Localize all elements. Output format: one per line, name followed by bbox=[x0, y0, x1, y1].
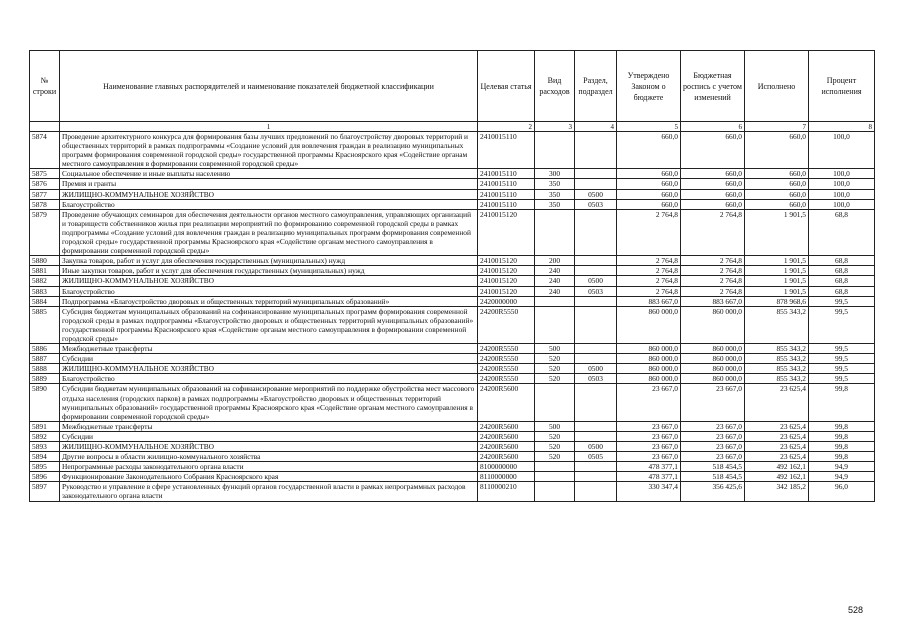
approved-amount-cell: 23 667,0 bbox=[617, 442, 681, 452]
table-row bbox=[30, 384, 875, 421]
row-name-cell: Проведение архитектурного конкурса для формирования базы лучших предложений по благоустройству дворовых территорий и общественных территорий в рамках подпрограммы «Создание условий для вовлечения граждан в реализацию муниципальных программ формирования современной городской среды» государственной программы Красноярского края «Содействие органам местного самоуправления в формировании современной городской среды» bbox=[60, 132, 478, 169]
approved-amount-cell: 2 764,8 bbox=[617, 209, 681, 255]
table-row bbox=[30, 354, 875, 364]
target-article-cell: 2410015120 bbox=[478, 276, 535, 286]
budget-list-amount-cell: 518 454,5 bbox=[681, 462, 745, 472]
executed-amount-cell: 1 901,5 bbox=[745, 256, 809, 266]
expense-type-cell: 350 bbox=[535, 199, 575, 209]
executed-amount-cell: 660,0 bbox=[745, 199, 809, 209]
section-cell: 0500 bbox=[575, 189, 617, 199]
row-number-cell: 5875 bbox=[30, 169, 60, 179]
percent-cell: 100,0 bbox=[809, 199, 875, 209]
approved-amount-cell: 660,0 bbox=[617, 179, 681, 189]
budget-list-amount-cell: 883 667,0 bbox=[681, 296, 745, 306]
expense-type-cell: 300 bbox=[535, 169, 575, 179]
percent-cell: 99,5 bbox=[809, 296, 875, 306]
row-name-cell: Благоустройство bbox=[60, 286, 478, 296]
executed-amount-cell: 23 625,4 bbox=[745, 431, 809, 441]
column-number: 1 bbox=[60, 122, 478, 132]
row-number-cell: 5879 bbox=[30, 209, 60, 255]
approved-amount-cell: 860 000,0 bbox=[617, 344, 681, 354]
executed-amount-cell: 1 901,5 bbox=[745, 266, 809, 276]
approved-amount-cell: 23 667,0 bbox=[617, 384, 681, 421]
row-number-cell: 5895 bbox=[30, 462, 60, 472]
approved-amount-cell: 478 377,1 bbox=[617, 462, 681, 472]
header-budget-list: Бюджетная роспись с учетом изменений bbox=[681, 51, 745, 122]
section-cell bbox=[575, 296, 617, 306]
table-row bbox=[30, 286, 875, 296]
table-row bbox=[30, 344, 875, 354]
row-name-cell: Межбюджетные трансферты bbox=[60, 421, 478, 431]
approved-amount-cell: 2 764,8 bbox=[617, 266, 681, 276]
table-row bbox=[30, 276, 875, 286]
approved-amount-cell: 860 000,0 bbox=[617, 354, 681, 364]
page-number: 528 bbox=[847, 605, 863, 615]
expense-type-cell: 520 bbox=[535, 364, 575, 374]
table-row bbox=[30, 209, 875, 255]
table-row bbox=[30, 296, 875, 306]
table-row bbox=[30, 442, 875, 452]
executed-amount-cell: 660,0 bbox=[745, 189, 809, 199]
row-number-cell: 5883 bbox=[30, 286, 60, 296]
expense-type-cell bbox=[535, 482, 575, 501]
approved-amount-cell: 2 764,8 bbox=[617, 286, 681, 296]
expense-type-cell bbox=[535, 472, 575, 482]
target-article-cell: 24200R5550 bbox=[478, 306, 535, 343]
percent-cell: 99,5 bbox=[809, 306, 875, 343]
expense-type-cell: 520 bbox=[535, 452, 575, 462]
table-row bbox=[30, 132, 875, 169]
target-article-cell: 2420000000 bbox=[478, 296, 535, 306]
executed-amount-cell: 660,0 bbox=[745, 179, 809, 189]
approved-amount-cell: 660,0 bbox=[617, 169, 681, 179]
target-article-cell: 24200R5550 bbox=[478, 364, 535, 374]
row-number-cell: 5881 bbox=[30, 266, 60, 276]
section-cell bbox=[575, 169, 617, 179]
row-number-cell: 5887 bbox=[30, 354, 60, 364]
row-name-cell: Субсидии бюджетам муниципальных образований на софинансирование мероприятий по поддержке обустройства мест массового отдыха населения (городских парков) в рамках подпрограммы «Благоустройство дворовых и общественных территорий муниципальных образований» государственной программы Красноярского края «Содействие органам местного самоуправления в формировании современной городской среды» bbox=[60, 384, 478, 421]
expense-type-cell bbox=[535, 462, 575, 472]
table-row bbox=[30, 306, 875, 343]
approved-amount-cell: 660,0 bbox=[617, 199, 681, 209]
percent-cell: 100,0 bbox=[809, 179, 875, 189]
budget-list-amount-cell: 860 000,0 bbox=[681, 364, 745, 374]
approved-amount-cell: 23 667,0 bbox=[617, 452, 681, 462]
section-cell bbox=[575, 421, 617, 431]
row-name-cell: Субсидия бюджетам муниципальных образований на софинансирование муниципальных программ формирования современной городской среды в рамках подпрограммы «Благоустройство дворовых и общественных территорий муниципальных образований» государственной программы Красноярского края «Содействие органам местного самоуправления в формировании современной городской среды» bbox=[60, 306, 478, 343]
approved-amount-cell: 883 667,0 bbox=[617, 296, 681, 306]
section-cell bbox=[575, 462, 617, 472]
header-expense-type: Вид расходов bbox=[535, 51, 575, 122]
header-name: Наименование главных распорядителей и наименование показателей бюджетной классификации bbox=[60, 51, 478, 122]
row-number-cell: 5897 bbox=[30, 482, 60, 501]
percent-cell: 68,8 bbox=[809, 209, 875, 255]
header-target-article: Целевая статья bbox=[478, 51, 535, 122]
table-row bbox=[30, 189, 875, 199]
section-cell: 0500 bbox=[575, 276, 617, 286]
executed-amount-cell: 855 343,2 bbox=[745, 374, 809, 384]
budget-list-amount-cell: 2 764,8 bbox=[681, 286, 745, 296]
row-name-cell: Субсидии bbox=[60, 431, 478, 441]
section-cell: 0500 bbox=[575, 442, 617, 452]
target-article-cell: 2410015110 bbox=[478, 179, 535, 189]
table-row bbox=[30, 462, 875, 472]
executed-amount-cell: 23 625,4 bbox=[745, 452, 809, 462]
executed-amount-cell: 660,0 bbox=[745, 169, 809, 179]
row-number-cell: 5884 bbox=[30, 296, 60, 306]
row-number-cell: 5894 bbox=[30, 452, 60, 462]
section-cell bbox=[575, 354, 617, 364]
row-number-cell: 5882 bbox=[30, 276, 60, 286]
percent-cell: 100,0 bbox=[809, 169, 875, 179]
section-cell: 0503 bbox=[575, 286, 617, 296]
executed-amount-cell: 23 625,4 bbox=[745, 421, 809, 431]
row-name-cell: Межбюджетные трансферты bbox=[60, 344, 478, 354]
section-cell bbox=[575, 256, 617, 266]
row-number-cell: 5891 bbox=[30, 421, 60, 431]
expense-type-cell: 520 bbox=[535, 431, 575, 441]
row-name-cell: Подпрограмма «Благоустройство дворовых и общественных территорий муниципальных образований» bbox=[60, 296, 478, 306]
budget-list-amount-cell: 860 000,0 bbox=[681, 374, 745, 384]
budget-list-amount-cell: 23 667,0 bbox=[681, 421, 745, 431]
expense-type-cell: 350 bbox=[535, 189, 575, 199]
table-body bbox=[30, 132, 875, 502]
target-article-cell: 8110000000 bbox=[478, 472, 535, 482]
percent-cell: 99,8 bbox=[809, 442, 875, 452]
approved-amount-cell: 660,0 bbox=[617, 189, 681, 199]
percent-cell: 100,0 bbox=[809, 132, 875, 169]
section-cell: 0500 bbox=[575, 364, 617, 374]
row-number-cell: 5893 bbox=[30, 442, 60, 452]
budget-list-amount-cell: 2 764,8 bbox=[681, 256, 745, 266]
executed-amount-cell: 855 343,2 bbox=[745, 364, 809, 374]
expense-type-cell: 520 bbox=[535, 442, 575, 452]
expense-type-cell bbox=[535, 132, 575, 169]
section-cell bbox=[575, 431, 617, 441]
column-number-row bbox=[30, 122, 875, 132]
section-cell bbox=[575, 266, 617, 276]
percent-cell: 68,8 bbox=[809, 276, 875, 286]
target-article-cell: 2410015110 bbox=[478, 169, 535, 179]
row-name-cell: Иные закупки товаров, работ и услуг для обеспечения государственных (муниципальных) нужд bbox=[60, 266, 478, 276]
budget-report-sheet bbox=[29, 50, 874, 502]
column-number: 6 bbox=[681, 122, 745, 132]
row-number-cell: 5888 bbox=[30, 364, 60, 374]
budget-list-amount-cell: 860 000,0 bbox=[681, 306, 745, 343]
section-cell: 0503 bbox=[575, 374, 617, 384]
budget-list-amount-cell: 660,0 bbox=[681, 132, 745, 169]
row-number-cell: 5886 bbox=[30, 344, 60, 354]
target-article-cell: 8100000000 bbox=[478, 462, 535, 472]
approved-amount-cell: 2 764,8 bbox=[617, 276, 681, 286]
target-article-cell: 8110000210 bbox=[478, 482, 535, 501]
section-cell bbox=[575, 472, 617, 482]
row-name-cell: ЖИЛИЩНО-КОММУНАЛЬНОЕ ХОЗЯЙСТВО bbox=[60, 364, 478, 374]
expense-type-cell: 240 bbox=[535, 276, 575, 286]
percent-cell: 68,8 bbox=[809, 256, 875, 266]
approved-amount-cell: 23 667,0 bbox=[617, 431, 681, 441]
approved-amount-cell: 478 377,1 bbox=[617, 472, 681, 482]
row-name-cell: Функционирование Законодательного Собрания Красноярского края bbox=[60, 472, 478, 482]
executed-amount-cell: 1 901,5 bbox=[745, 276, 809, 286]
expense-type-cell: 500 bbox=[535, 421, 575, 431]
executed-amount-cell: 23 625,4 bbox=[745, 384, 809, 421]
expense-type-cell: 200 bbox=[535, 256, 575, 266]
row-name-cell: Субсидии bbox=[60, 354, 478, 364]
percent-cell: 68,8 bbox=[809, 286, 875, 296]
target-article-cell: 2410015120 bbox=[478, 256, 535, 266]
percent-cell: 99,5 bbox=[809, 354, 875, 364]
percent-cell: 100,0 bbox=[809, 189, 875, 199]
row-name-cell: Благоустройство bbox=[60, 374, 478, 384]
approved-amount-cell: 2 764,8 bbox=[617, 256, 681, 266]
target-article-cell: 2410015110 bbox=[478, 199, 535, 209]
budget-list-amount-cell: 23 667,0 bbox=[681, 442, 745, 452]
target-article-cell: 24200R5550 bbox=[478, 344, 535, 354]
row-number-cell: 5896 bbox=[30, 472, 60, 482]
budget-list-amount-cell: 2 764,8 bbox=[681, 276, 745, 286]
target-article-cell: 24200R5600 bbox=[478, 421, 535, 431]
approved-amount-cell: 660,0 bbox=[617, 132, 681, 169]
section-cell: 0505 bbox=[575, 452, 617, 462]
approved-amount-cell: 23 667,0 bbox=[617, 421, 681, 431]
target-article-cell: 2410015110 bbox=[478, 132, 535, 169]
target-article-cell: 24200R5600 bbox=[478, 442, 535, 452]
percent-cell: 99,8 bbox=[809, 421, 875, 431]
section-cell bbox=[575, 384, 617, 421]
executed-amount-cell: 342 185,2 bbox=[745, 482, 809, 501]
budget-list-amount-cell: 860 000,0 bbox=[681, 354, 745, 364]
table-row bbox=[30, 421, 875, 431]
expense-type-cell: 350 bbox=[535, 179, 575, 189]
header-section: Раздел, подраздел bbox=[575, 51, 617, 122]
target-article-cell: 2410015120 bbox=[478, 286, 535, 296]
budget-list-amount-cell: 23 667,0 bbox=[681, 452, 745, 462]
expense-type-cell bbox=[535, 296, 575, 306]
row-name-cell: Руководство и управление в сфере установленных функций органов государственной власти в рамках непрограммных расходов законодательного органа власти bbox=[60, 482, 478, 501]
expense-type-cell: 520 bbox=[535, 374, 575, 384]
header-approved: Утверждено Законом о бюджете bbox=[617, 51, 681, 122]
executed-amount-cell: 855 343,2 bbox=[745, 344, 809, 354]
target-article-cell: 24200R5600 bbox=[478, 431, 535, 441]
executed-amount-cell: 855 343,2 bbox=[745, 306, 809, 343]
percent-cell: 99,5 bbox=[809, 374, 875, 384]
header-executed: Исполнено bbox=[745, 51, 809, 122]
table-row bbox=[30, 364, 875, 374]
executed-amount-cell: 660,0 bbox=[745, 132, 809, 169]
table-row bbox=[30, 482, 875, 501]
table-row bbox=[30, 179, 875, 189]
table-row bbox=[30, 431, 875, 441]
expense-type-cell: 500 bbox=[535, 344, 575, 354]
percent-cell: 94,9 bbox=[809, 462, 875, 472]
expense-type-cell: 240 bbox=[535, 286, 575, 296]
row-name-cell: ЖИЛИЩНО-КОММУНАЛЬНОЕ ХОЗЯЙСТВО bbox=[60, 276, 478, 286]
column-number bbox=[30, 122, 60, 132]
target-article-cell: 24200R5550 bbox=[478, 354, 535, 364]
row-name-cell: Премия и гранты bbox=[60, 179, 478, 189]
executed-amount-cell: 855 343,2 bbox=[745, 354, 809, 364]
row-number-cell: 5890 bbox=[30, 384, 60, 421]
expense-type-cell bbox=[535, 209, 575, 255]
row-name-cell: Непрограммные расходы законодательного органа власти bbox=[60, 462, 478, 472]
row-name-cell: Другие вопросы в области жилищно-коммунального хозяйства bbox=[60, 452, 478, 462]
table-row bbox=[30, 199, 875, 209]
budget-list-amount-cell: 2 764,8 bbox=[681, 209, 745, 255]
percent-cell: 96,0 bbox=[809, 482, 875, 501]
budget-list-amount-cell: 23 667,0 bbox=[681, 431, 745, 441]
table-row bbox=[30, 256, 875, 266]
budget-list-amount-cell: 2 764,8 bbox=[681, 266, 745, 276]
section-cell bbox=[575, 306, 617, 343]
percent-cell: 99,8 bbox=[809, 431, 875, 441]
column-number: 3 bbox=[535, 122, 575, 132]
table-row bbox=[30, 374, 875, 384]
row-name-cell: ЖИЛИЩНО-КОММУНАЛЬНОЕ ХОЗЯЙСТВО bbox=[60, 442, 478, 452]
executed-amount-cell: 23 625,4 bbox=[745, 442, 809, 452]
expense-type-cell: 520 bbox=[535, 354, 575, 364]
row-name-cell: ЖИЛИЩНО-КОММУНАЛЬНОЕ ХОЗЯЙСТВО bbox=[60, 189, 478, 199]
executed-amount-cell: 492 162,1 bbox=[745, 462, 809, 472]
budget-list-amount-cell: 660,0 bbox=[681, 199, 745, 209]
header-row-no: № строки bbox=[30, 51, 60, 122]
budget-list-amount-cell: 660,0 bbox=[681, 179, 745, 189]
row-number-cell: 5874 bbox=[30, 132, 60, 169]
section-cell bbox=[575, 209, 617, 255]
row-name-cell: Проведение обучающих семинаров для обеспечения деятельности органов местного самоуправления, управляющих организаций и товариществ собственников жилья при реализации мероприятий по формированию современной городской среды в рамках подпрограммы «Создание условий для вовлечения граждан в реализацию муниципальных программ формирования современной городской среды» государственной программы Красноярского края «Содействие органам местного самоуправления в формировании современной городской среды» bbox=[60, 209, 478, 255]
budget-list-amount-cell: 860 000,0 bbox=[681, 344, 745, 354]
row-number-cell: 5885 bbox=[30, 306, 60, 343]
executed-amount-cell: 878 968,6 bbox=[745, 296, 809, 306]
section-cell bbox=[575, 132, 617, 169]
percent-cell: 99,5 bbox=[809, 364, 875, 374]
target-article-cell: 2410015120 bbox=[478, 266, 535, 276]
expense-type-cell bbox=[535, 384, 575, 421]
executed-amount-cell: 492 162,1 bbox=[745, 472, 809, 482]
budget-list-amount-cell: 23 667,0 bbox=[681, 384, 745, 421]
row-number-cell: 5889 bbox=[30, 374, 60, 384]
budget-list-amount-cell: 518 454,5 bbox=[681, 472, 745, 482]
row-name-cell: Социальное обеспечение и иные выплаты населению bbox=[60, 169, 478, 179]
table-row bbox=[30, 472, 875, 482]
section-cell bbox=[575, 179, 617, 189]
target-article-cell: 24200R5600 bbox=[478, 452, 535, 462]
row-number-cell: 5880 bbox=[30, 256, 60, 266]
column-number: 4 bbox=[575, 122, 617, 132]
percent-cell: 99,5 bbox=[809, 344, 875, 354]
expense-type-cell bbox=[535, 306, 575, 343]
executed-amount-cell: 1 901,5 bbox=[745, 286, 809, 296]
target-article-cell: 2410015110 bbox=[478, 189, 535, 199]
executed-amount-cell: 1 901,5 bbox=[745, 209, 809, 255]
target-article-cell: 2410015120 bbox=[478, 209, 535, 255]
budget-list-amount-cell: 660,0 bbox=[681, 169, 745, 179]
section-cell bbox=[575, 482, 617, 501]
budget-list-amount-cell: 660,0 bbox=[681, 189, 745, 199]
target-article-cell: 24200R5600 bbox=[478, 384, 535, 421]
table-row bbox=[30, 169, 875, 179]
table-row bbox=[30, 452, 875, 462]
budget-list-amount-cell: 356 425,6 bbox=[681, 482, 745, 501]
row-number-cell: 5878 bbox=[30, 199, 60, 209]
row-name-cell: Благоустройство bbox=[60, 199, 478, 209]
column-number: 5 bbox=[617, 122, 681, 132]
row-number-cell: 5877 bbox=[30, 189, 60, 199]
table-row bbox=[30, 266, 875, 276]
row-name-cell: Закупка товаров, работ и услуг для обеспечения государственных (муниципальных) нужд bbox=[60, 256, 478, 266]
column-number: 7 bbox=[745, 122, 809, 132]
column-number: 2 bbox=[478, 122, 535, 132]
approved-amount-cell: 860 000,0 bbox=[617, 364, 681, 374]
row-number-cell: 5876 bbox=[30, 179, 60, 189]
percent-cell: 99,8 bbox=[809, 452, 875, 462]
percent-cell: 94,9 bbox=[809, 472, 875, 482]
row-number-cell: 5892 bbox=[30, 431, 60, 441]
percent-cell: 99,8 bbox=[809, 384, 875, 421]
target-article-cell: 24200R5550 bbox=[478, 374, 535, 384]
approved-amount-cell: 330 347,4 bbox=[617, 482, 681, 501]
table-header-row bbox=[30, 51, 875, 122]
header-percent: Процент исполнения bbox=[809, 51, 875, 122]
percent-cell: 68,8 bbox=[809, 266, 875, 276]
column-number: 8 bbox=[809, 122, 875, 132]
section-cell bbox=[575, 344, 617, 354]
budget-table bbox=[29, 50, 875, 502]
approved-amount-cell: 860 000,0 bbox=[617, 374, 681, 384]
section-cell: 0503 bbox=[575, 199, 617, 209]
expense-type-cell: 240 bbox=[535, 266, 575, 276]
approved-amount-cell: 860 000,0 bbox=[617, 306, 681, 343]
